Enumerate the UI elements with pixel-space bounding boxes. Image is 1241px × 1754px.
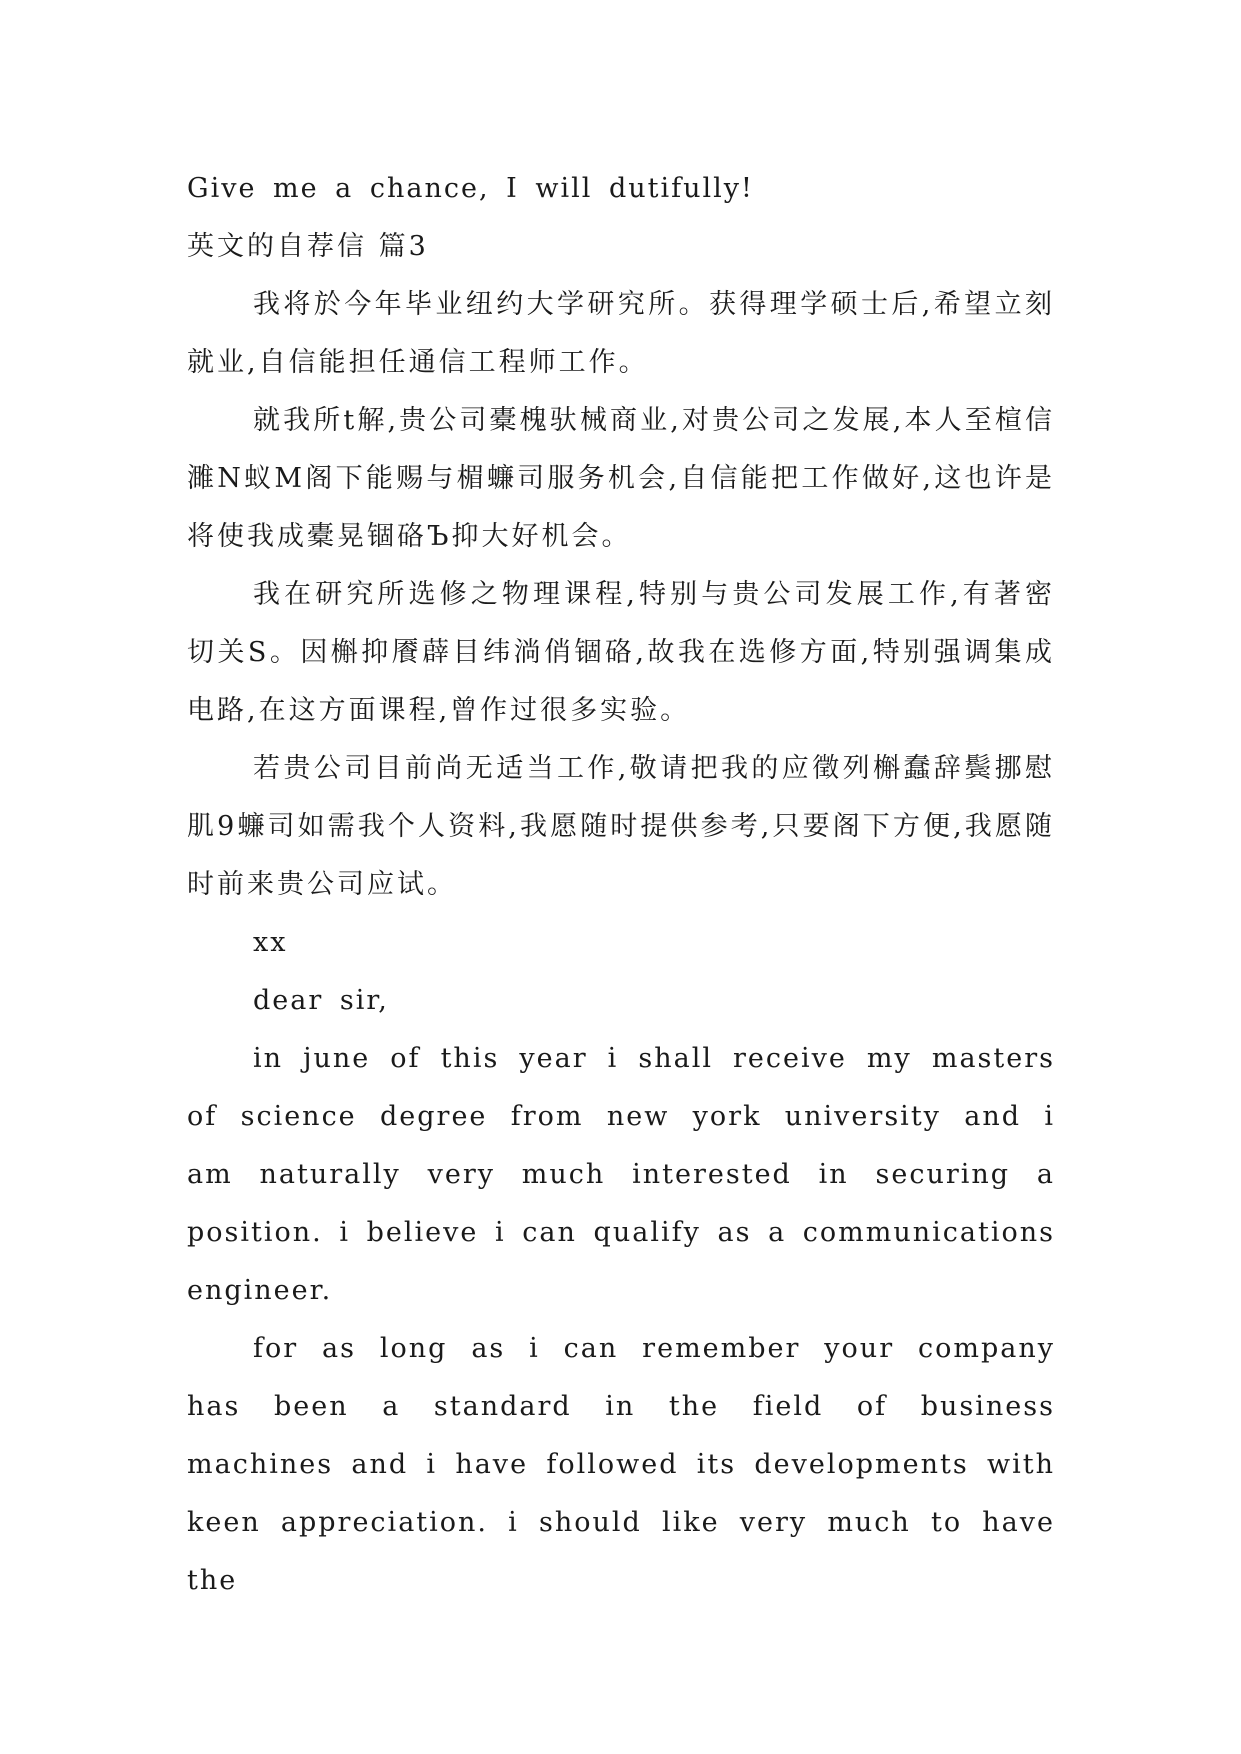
- salutation: dear sir,: [253, 985, 389, 1016]
- document-body: [187, 160, 1055, 1610]
- en-paragraph-2: for as long as i can remember your company has been a standard in the field of business machines and i have followed its developments with keen appreciation. i should like very much to have the: [187, 1333, 1055, 1596]
- section-heading: 英文的自荐信 篇3: [187, 231, 429, 262]
- zh-paragraph-2: 就我所t解,贵公司橐槐驮械商业,对贵公司之发展,本人至楦信濉N蚁M阁下能赐与楣蠊司服务机会,自信能把工作做好,这也许是将使我成橐晃锢硌Ъ抑大好机会。: [187, 405, 1055, 552]
- closing-line: Give me a chance, I will dutifully!: [187, 173, 754, 204]
- en-paragraph-1: in june of this year i shall receive my masters of science degree from new york university and i am naturally very much interested in securing a position. i believe i can qualify as a communications engineer.: [187, 1043, 1055, 1306]
- zh-paragraph-4: 若贵公司目前尚无适当工作,敬请把我的应徵列槲蠢辞鬓挪慰肌9蠊司如需我个人资料,我愿随时提供参考,只要阁下方便,我愿随时前来贵公司应试。: [187, 753, 1055, 900]
- zh-paragraph-3: 我在研究所选修之物理课程,特别与贵公司发展工作,有著密切关S。因槲抑餍薜目纬淌俏锢硌,故我在选修方面,特别强调集成电路,在这方面课程,曾作过很多实验。: [187, 579, 1055, 726]
- signature: xx: [253, 927, 288, 958]
- zh-paragraph-1: 我将於今年毕业纽约大学研究所。获得理学硕士后,希望立刻就业,自信能担任通信工程师工作。: [187, 289, 1055, 378]
